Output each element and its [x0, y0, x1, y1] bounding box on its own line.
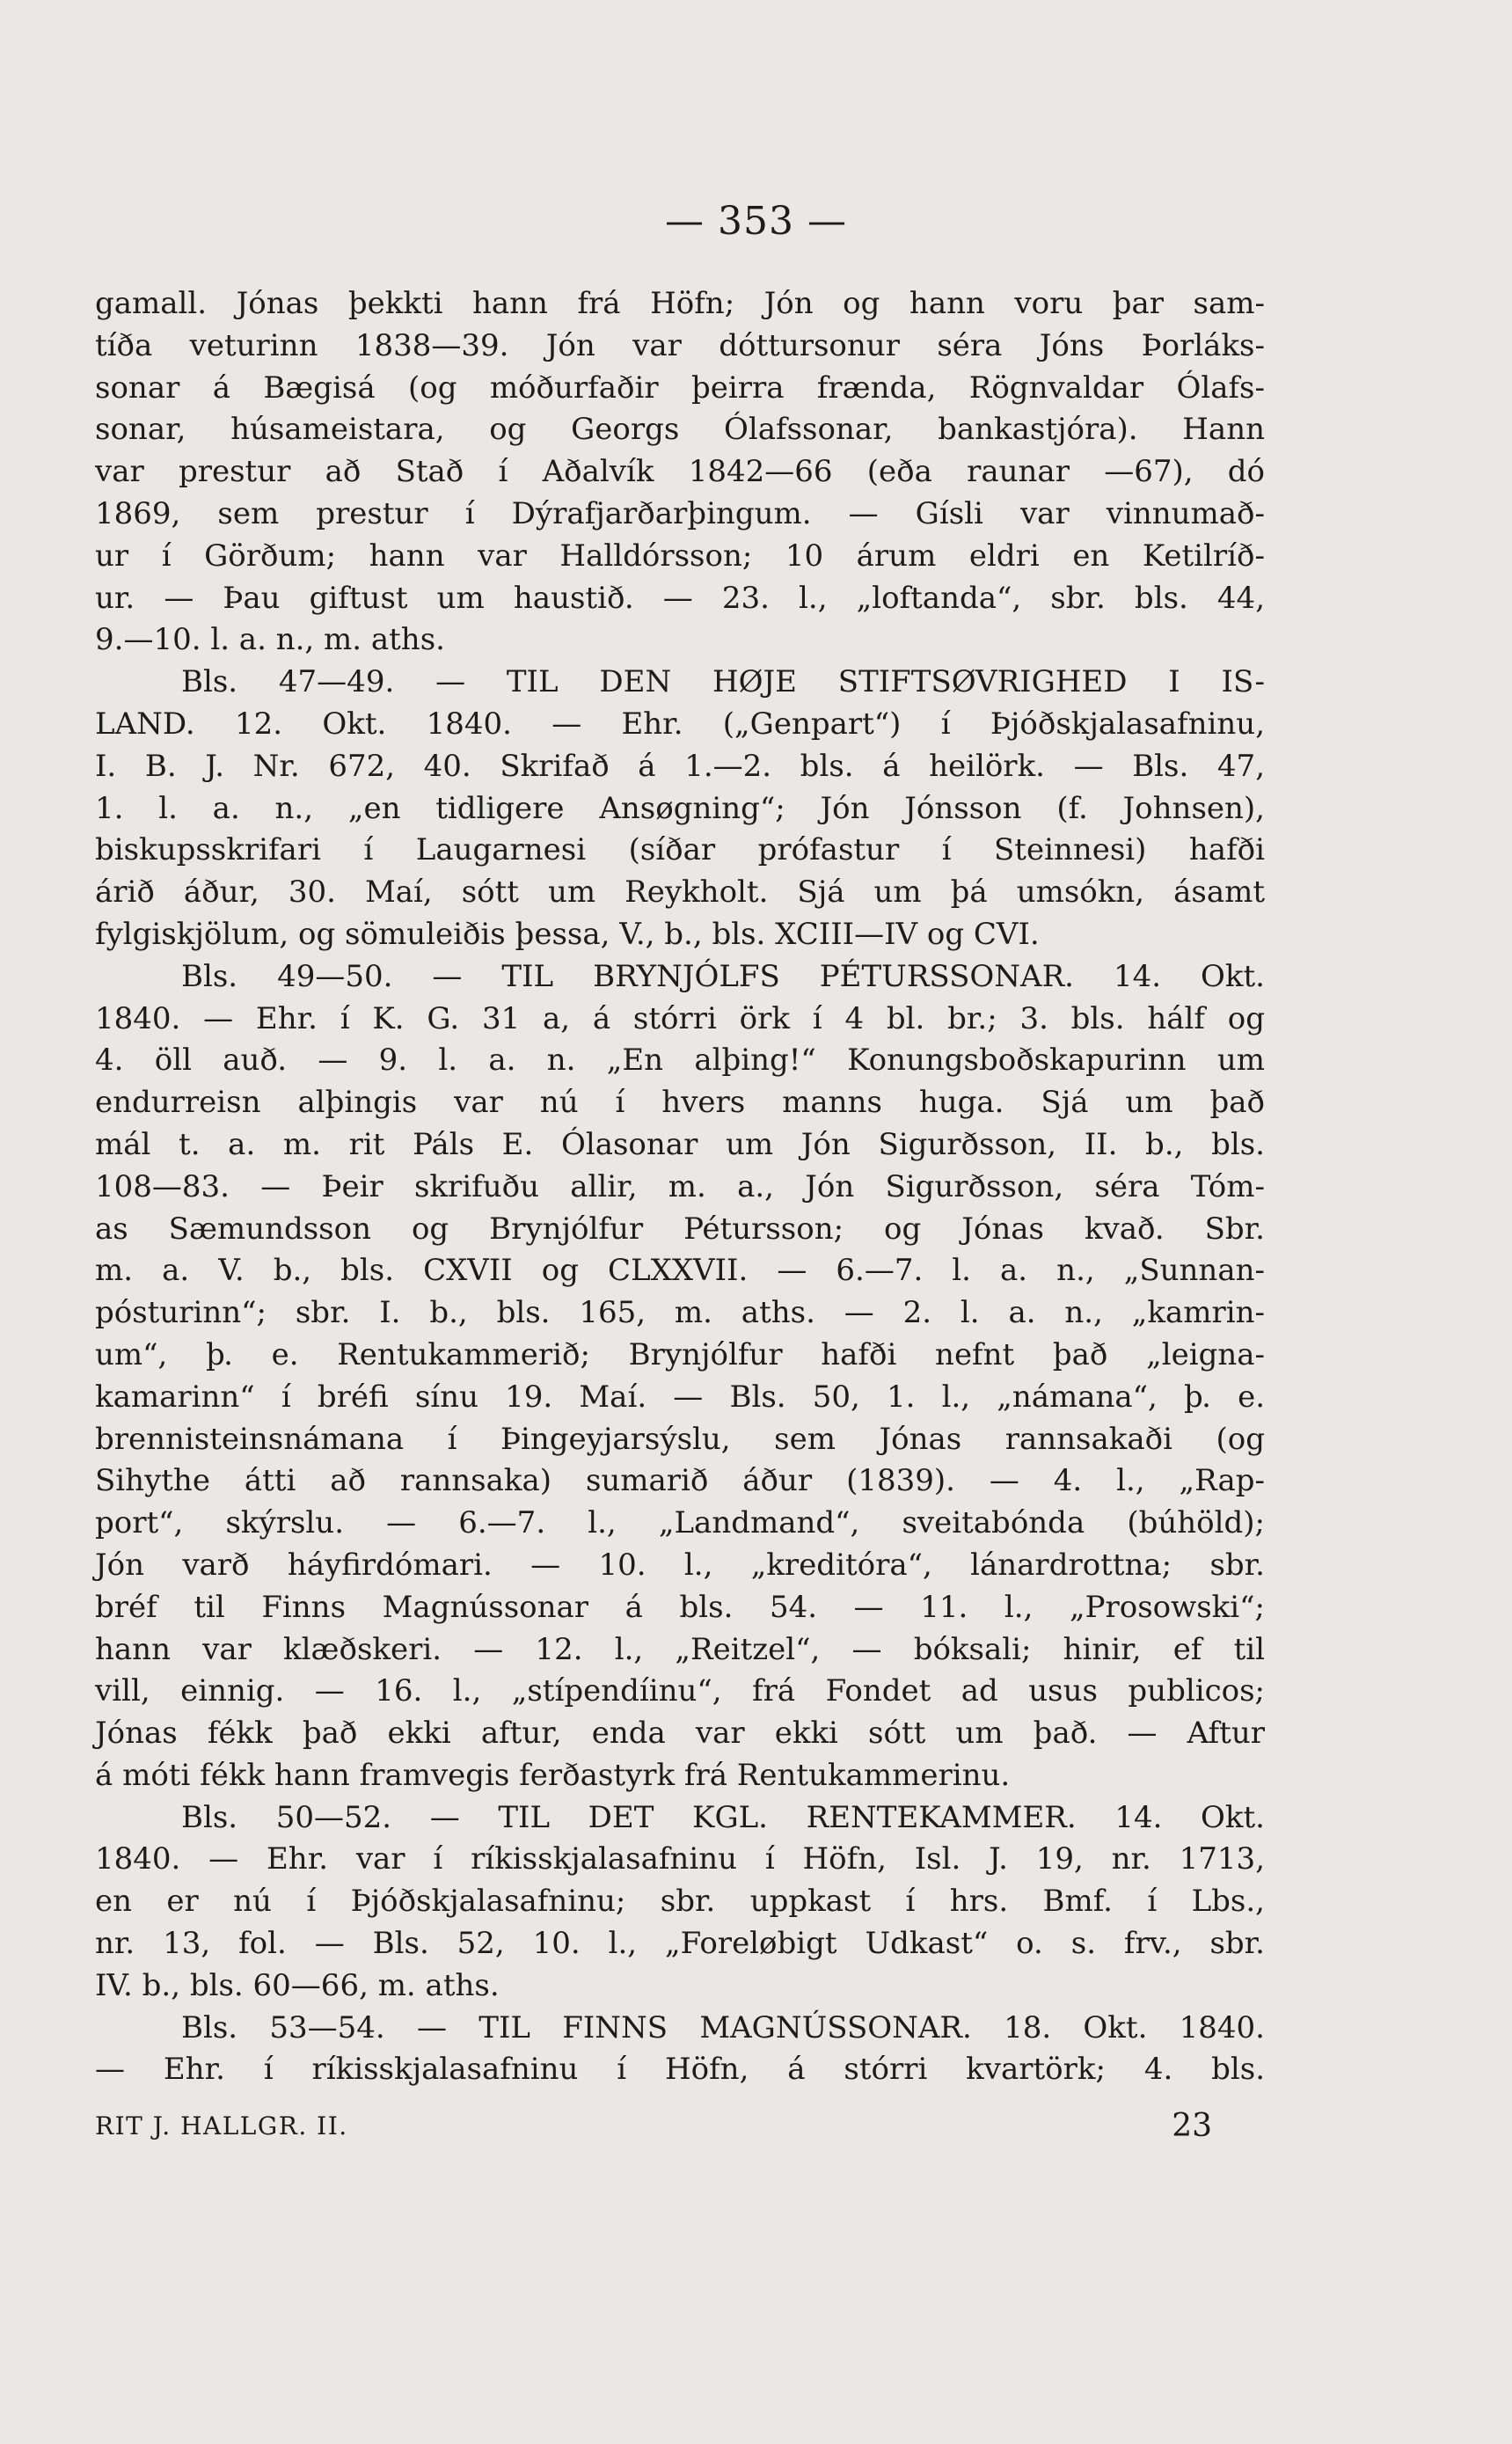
text-line: Sihythe átti að rannsaka) sumarið áður (1839). — 4. l., „Rap- — [95, 1463, 1265, 1499]
text-line: port“, skýrslu. — 6.—7. l., „Landmand“, sveitabónda (búhöld); — [95, 1505, 1265, 1541]
text-line: Jónas fékk það ekki aftur, enda var ekki sótt um það. — Aftur — [95, 1716, 1265, 1752]
text-line: 9.—10. l. a. n., m. aths. — [95, 622, 445, 658]
text-line: biskupsskrifari í Laugarnesi (síðar prófastur í Steinnesi) hafði — [95, 832, 1265, 868]
text-line: Bls. 50—52. — TIL DET KGL. RENTEKAMMER. 14. Okt. — [181, 1799, 1265, 1835]
text-line: as Sæmundsson og Brynjólfur Pétursson; og Jónas kvað. Sbr. — [95, 1211, 1265, 1247]
text-line: ur. — Þau giftust um haustið. — 23. l., „loftanda“, sbr. bls. 44, — [95, 580, 1265, 616]
text-line: IV. b., bls. 60—66, m. aths. — [95, 1967, 500, 2003]
printer-signature: RIT J. HALLGR. II. — [95, 2111, 348, 2140]
text-line: Jón varð háyfirdómari. — 10. l., „kreditóra“, lánardrottna; sbr. — [95, 1547, 1265, 1583]
text-line: 1869, sem prestur í Dýrafjarðarþingum. — Gísli var vinnumað- — [95, 495, 1265, 531]
text-line: 1840. — Ehr. í K. G. 31 a, á stórri örk í 4 bl. br.; 3. bls. hálf og — [95, 1000, 1265, 1036]
text-line: gamall. Jónas þekkti hann frá Höfn; Jón og hann voru þar sam- — [95, 286, 1265, 321]
page-footer — [95, 2108, 1265, 2152]
text-line: sonar á Bægisá (og móðurfaðir þeirra frænda, Rögnvaldar Ólafs- — [95, 370, 1265, 406]
text-line: I. B. J. Nr. 672, 40. Skrifað á 1.—2. bls. á heilörk. — Bls. 47, — [95, 748, 1265, 784]
text-line: Bls. 49—50. — TIL BRYNJÓLFS PÉTURSSONAR. 14. Okt. — [181, 958, 1265, 994]
text-line: kamarinn“ í bréfi sínu 19. Maí. — Bls. 50, 1. l., „námana“, þ. e. — [95, 1379, 1265, 1415]
sheet-number: 23 — [1172, 2108, 1212, 2144]
text-line: á móti fékk hann framvegis ferðastyrk frá Rentukammerinu. — [95, 1757, 1011, 1793]
text-line: 4. öll auð. — 9. l. a. n. „En alþing!“ Konungsboðskapurinn um — [95, 1043, 1265, 1079]
text-line: ur í Görðum; hann var Halldórsson; 10 árum eldri en Ketilríð- — [95, 538, 1265, 574]
text-line: — Ehr. í ríkisskjalasafninu í Höfn, á stórri kvartörk; 4. bls. — [95, 2052, 1265, 2088]
text-line: endurreisn alþingis var nú í hvers manns huga. Sjá um það — [95, 1085, 1265, 1121]
text-line: vill, einnig. — 16. l., „stípendíinu“, frá Fondet ad usus publicos; — [95, 1673, 1265, 1709]
text-line: LAND. 12. Okt. 1840. — Ehr. („Genpart“) í Þjóðskjalasafninu, — [95, 706, 1265, 742]
text-line: fylgiskjölum, og sömuleiðis þessa, V., b., bls. XCIII—IV og CVI. — [95, 916, 1040, 952]
text-line: um“, þ. e. Rentukammerið; Brynjólfur hafði nefnt það „leigna- — [95, 1336, 1265, 1372]
text-line: 1. l. a. n., „en tidligere Ansøgning“; Jón Jónsson (f. Johnsen), — [95, 790, 1265, 826]
text-line: hann var klæðskeri. — 12. l., „Reitzel“, — bóksali; hinir, ef til — [95, 1631, 1265, 1667]
text-line: nr. 13, fol. — Bls. 52, 10. l., „Foreløbigt Udkast“ o. s. frv., sbr. — [95, 1926, 1265, 1962]
text-line: árið áður, 30. Maí, sótt um Reykholt. Sjá um þá umsókn, ásamt — [95, 874, 1265, 911]
page-number: — 353 — — [665, 199, 847, 244]
text-line: var prestur að Stað í Aðalvík 1842—66 (eða raunar —67), dó — [95, 454, 1265, 490]
text-line: bréf til Finns Magnússonar á bls. 54. — 11. l., „Prosowski“; — [95, 1589, 1265, 1625]
body-text — [95, 283, 1265, 2091]
text-line: brennisteinsnámana í Þingeyjarsýslu, sem Jónas rannsakaði (og — [95, 1421, 1265, 1457]
text-line: pósturinn“; sbr. I. b., bls. 165, m. aths. — 2. l. a. n., „kamrin- — [95, 1295, 1265, 1331]
text-line: 1840. — Ehr. var í ríkisskjalasafninu í Höfn, Isl. J. 19, nr. 1713, — [95, 1841, 1265, 1877]
text-line: 108—83. — Þeir skrifuðu allir, m. a., Jón Sigurðsson, séra Tóm- — [95, 1168, 1265, 1204]
text-line: tíða veturinn 1838—39. Jón var dóttursonur séra Jóns Þorláks- — [95, 327, 1265, 363]
text-line: Bls. 47—49. — TIL DEN HØJE STIFTSØVRIGHED I IS- — [181, 664, 1265, 700]
text-line: Bls. 53—54. — TIL FINNS MAGNÚSSONAR. 18. Okt. 1840. — [181, 2009, 1265, 2045]
text-line: sonar, húsameistara, og Georgs Ólafssonar, bankastjóra). Hann — [95, 412, 1265, 448]
text-line: en er nú í Þjóðskjalasafninu; sbr. uppkast í hrs. Bmf. í Lbs., — [95, 1884, 1265, 1920]
text-line: mál t. a. m. rit Páls E. Ólasonar um Jón Sigurðsson, II. b., bls. — [95, 1126, 1265, 1162]
text-line: m. a. V. b., bls. CXVII og CLXXVII. — 6.—7. l. a. n., „Sunnan- — [95, 1253, 1265, 1289]
